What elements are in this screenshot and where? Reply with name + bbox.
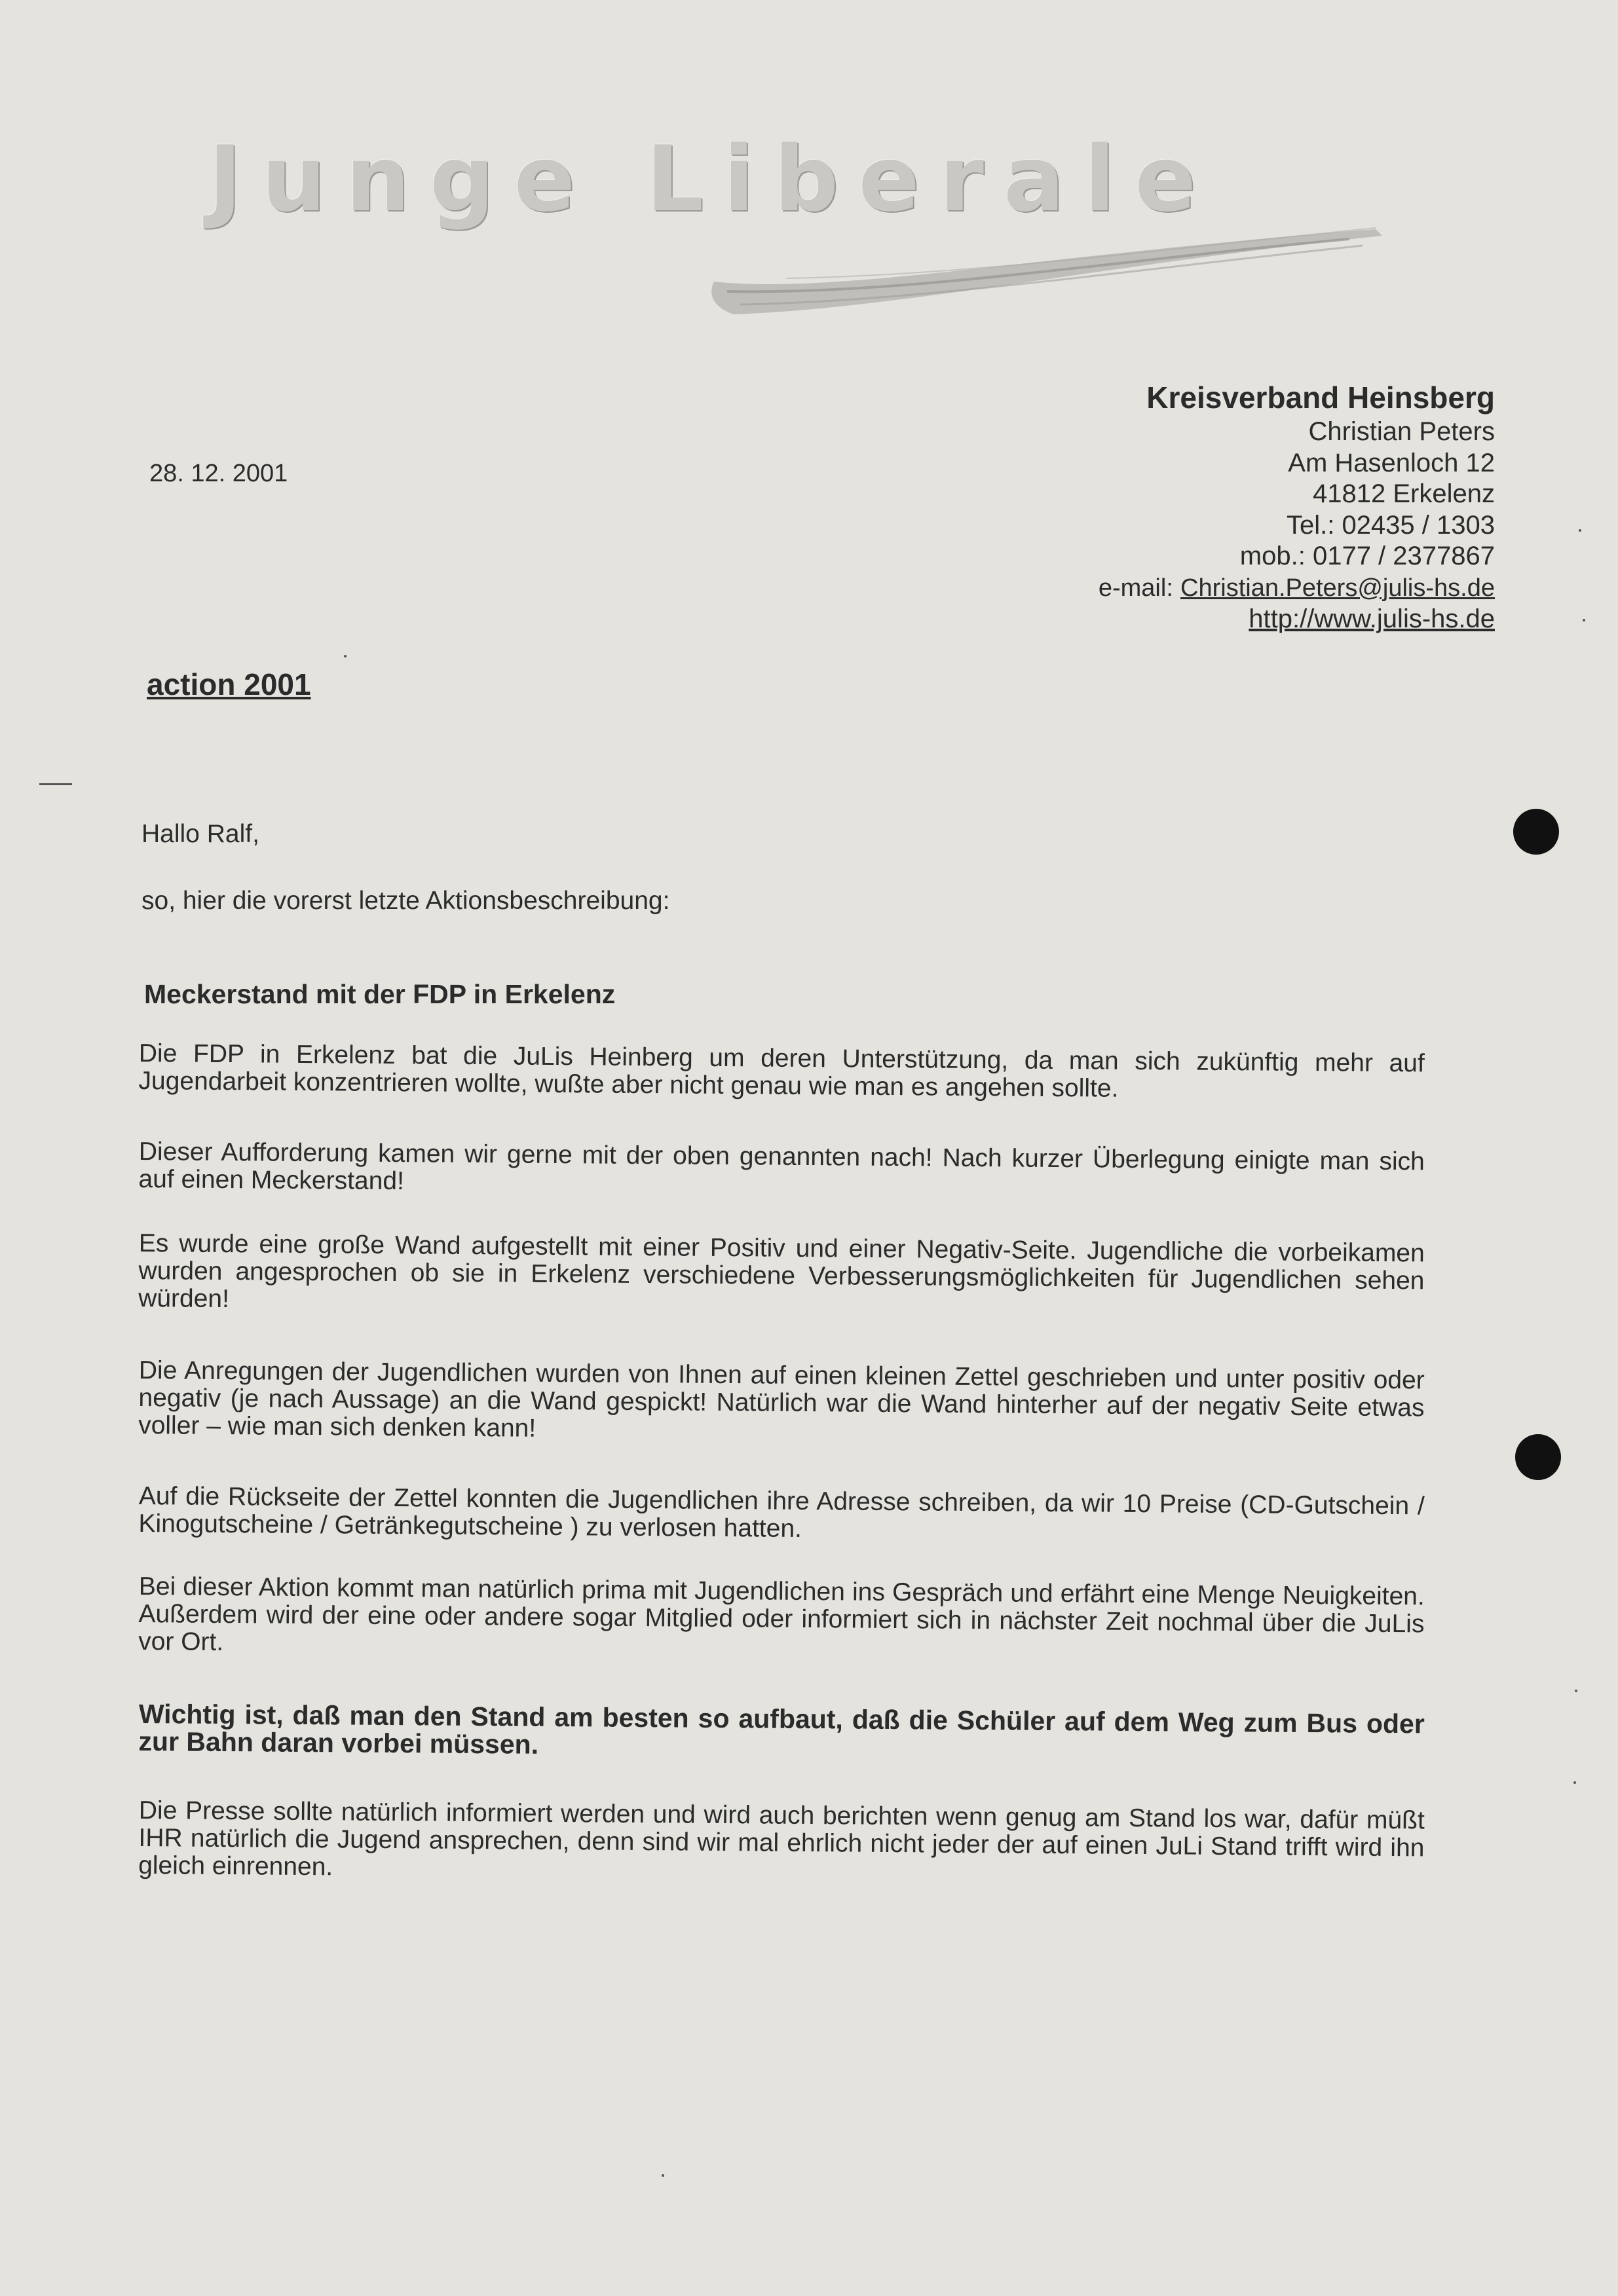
- paragraph-5: Auf die Rückseite der Zettel konnten die Jugendlichen ihre Adresse schreiben, da wir 10 Preise (CD-Gutschein / Kinogutscheine / Getränkegutscheine ) zu verlosen hatten.: [138, 1482, 1425, 1543]
- punch-hole-bottom: [1515, 1434, 1561, 1480]
- email-link[interactable]: Christian.Peters@julis-hs.de: [1180, 574, 1495, 602]
- sender-web-row: [905, 604, 1495, 635]
- punch-hole-top: [1513, 809, 1559, 855]
- paper-speck: [344, 655, 347, 657]
- paper-speck: [662, 2174, 664, 2177]
- intro-line: so, hier die vorerst letzte Aktionsbeschreibung:: [141, 887, 670, 915]
- website-link[interactable]: http://www.julis-hs.de: [1249, 604, 1495, 633]
- sender-block: [905, 379, 1495, 635]
- letter-subject: action 2001: [147, 667, 311, 701]
- paragraph-7-important: Wichtig ist, daß man den Stand am besten so aufbaut, daß die Schüler auf dem Weg zum Bus oder zur Bahn daran vorbei müssen.: [138, 1699, 1425, 1760]
- sender-mobile: mob.: 0177 / 2377867: [1239, 542, 1495, 570]
- letter-date: 28. 12. 2001: [149, 460, 288, 487]
- junge-liberale-logo: Junge Liberale: [208, 126, 1216, 232]
- paper-speck: [1579, 529, 1581, 532]
- paragraph-8: Die Presse sollte natürlich informiert werden und wird auch berichten wenn genug am Stand los war, dafür müßt IHR natürlich die Jugend ansprechen, denn sind wir mal ehrlich nicht jeder der auf einen JuLi Stand trifft wird ihn gleich einrennen.: [138, 1796, 1425, 1881]
- paragraph-6: Bei dieser Aktion kommt man natürlich prima mit Jugendlichen ins Gespräch und erfährt eine Menge Neuigkeiten. Außerdem wird der eine oder andere sogar Mitglied oder informiert sich in nächster Zeit nochmal über die JuLis vor Ort.: [138, 1572, 1425, 1657]
- email-label: e-mail:: [1098, 574, 1173, 602]
- sender-city: 41812 Erkelenz: [1313, 479, 1495, 508]
- sender-street: Am Hasenloch 12: [1288, 448, 1495, 477]
- sender-tel: Tel.: 02435 / 1303: [1286, 510, 1495, 540]
- paragraph-3: Es wurde eine große Wand aufgestellt mit einer Positiv und einer Negativ-Seite. Jugendliche die vorbeikamen wurden angesprochen ob sie in Erkelenz verschiedene Verbesserungsmöglichkeiten für Jugendlichen sehen würden!: [138, 1229, 1425, 1314]
- logo-swoosh-icon: [707, 216, 1389, 334]
- fold-mark: [39, 783, 72, 785]
- paper-speck: [1573, 1781, 1576, 1784]
- paper-speck: [1583, 619, 1585, 621]
- paper-speck: [1575, 1690, 1577, 1692]
- section-heading: Meckerstand mit der FDP in Erkelenz: [144, 979, 616, 1009]
- paragraph-4: Die Anregungen der Jugendlichen wurden von Ihnen auf einen kleinen Zettel geschrieben und unter positiv oder negativ (je nach Aussage) an die Wand gespickt! Natürlich war die Wand hinterher auf der negativ Seite etwas voller – wie man sich denken kann!: [138, 1356, 1425, 1443]
- paragraph-1: Die FDP in Erkelenz bat die JuLis Heinberg um deren Unterstützung, da man sich zukünftig mehr auf Jugendarbeit konzentrieren wollte, wußte aber nicht genau wie man es angehen sollte.: [138, 1039, 1425, 1103]
- sender-email-row: [905, 572, 1495, 604]
- paragraph-2: Dieser Aufforderung kamen wir gerne mit der oben genannten nach! Nach kurzer Überlegung einigte man sich auf einen Meckerstand!: [138, 1138, 1425, 1196]
- sender-name: Christian Peters: [1308, 417, 1495, 446]
- sender-org: Kreisverband Heinsberg: [1146, 380, 1495, 415]
- greeting: Hallo Ralf,: [141, 820, 259, 848]
